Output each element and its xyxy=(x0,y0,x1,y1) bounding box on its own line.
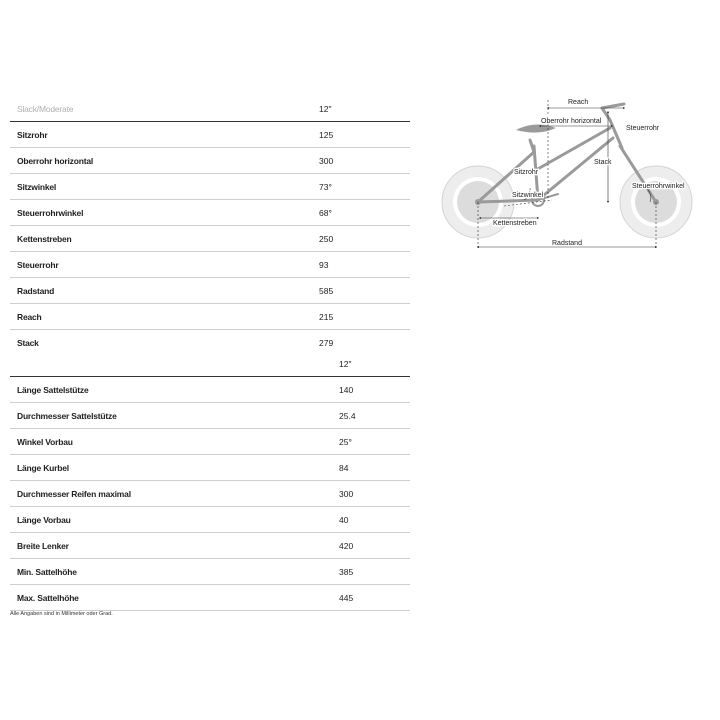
row-value: 279 xyxy=(319,338,334,348)
header-label: Slack/Moderate xyxy=(17,104,74,114)
row-value: 93 xyxy=(319,260,329,270)
components-table xyxy=(10,351,410,611)
row-label: Durchmesser Reifen maximal xyxy=(17,489,131,499)
row-label: Stack xyxy=(17,338,39,348)
table-row xyxy=(10,377,410,403)
row-label: Winkel Vorbau xyxy=(17,437,73,447)
row-label: Breite Lenker xyxy=(17,541,69,551)
row-label: Sitzwinkel xyxy=(17,182,57,192)
row-value: 25.4 xyxy=(339,411,356,421)
table-row xyxy=(10,278,410,304)
row-value: 300 xyxy=(319,156,334,166)
row-label: Kettenstreben xyxy=(17,234,72,244)
row-label: Sitzrohr xyxy=(17,130,48,140)
table-row xyxy=(10,455,410,481)
label-sitzwinkel: Sitzwinkel xyxy=(512,192,544,199)
table-row xyxy=(10,559,410,585)
row-value: 73° xyxy=(319,182,332,192)
table-row xyxy=(10,252,410,278)
label-radstand: Radstand xyxy=(552,240,582,247)
row-label: Steuerrohrwinkel xyxy=(17,208,84,218)
table-row xyxy=(10,122,410,148)
row-value: 215 xyxy=(319,312,334,322)
row-value: 300 xyxy=(339,489,354,499)
footnote: Alle Angaben sind in Millimeter oder Grad. xyxy=(10,611,113,617)
row-value: 250 xyxy=(319,234,334,244)
table-row xyxy=(10,304,410,330)
table-row xyxy=(10,200,410,226)
row-label: Länge Vorbau xyxy=(17,515,71,525)
label-kettenstreben: Kettenstreben xyxy=(493,220,537,227)
table-row xyxy=(10,429,410,455)
table-row xyxy=(10,226,410,252)
components-table-header xyxy=(10,351,410,377)
row-value: 385 xyxy=(339,567,354,577)
row-value: 25° xyxy=(339,437,352,447)
label-oberrohr: Oberrohr horizontal xyxy=(541,118,602,125)
row-value: 445 xyxy=(339,593,354,603)
row-label: Min. Sattelhöhe xyxy=(17,567,77,577)
row-label: Steuerrohr xyxy=(17,260,59,270)
label-steuerrohrwinkel: Steuerrohrwinkel xyxy=(632,183,685,190)
label-stack: Stack xyxy=(594,159,612,166)
geometry-table xyxy=(10,96,410,355)
row-value: 40 xyxy=(339,515,349,525)
row-label: Länge Kurbel xyxy=(17,463,69,473)
label-sitzrohr: Sitzrohr xyxy=(514,169,539,176)
table-row xyxy=(10,533,410,559)
row-label: Reach xyxy=(17,312,42,322)
table-row xyxy=(10,148,410,174)
label-reach: Reach xyxy=(568,99,589,106)
row-label: Max. Sattelhöhe xyxy=(17,593,79,603)
row-value: 420 xyxy=(339,541,354,551)
geometry-table-header xyxy=(10,96,410,122)
row-label: Durchmesser Sattelstütze xyxy=(17,411,117,421)
row-value: 140 xyxy=(339,385,354,395)
table-row xyxy=(10,585,410,611)
header-size: 12" xyxy=(319,104,332,114)
row-value: 68° xyxy=(319,208,332,218)
row-label: Radstand xyxy=(17,286,55,296)
table-row xyxy=(10,403,410,429)
row-value: 125 xyxy=(319,130,334,140)
row-label: Oberrohr horizontal xyxy=(17,156,94,166)
row-label: Länge Sattelstütze xyxy=(17,385,89,395)
table-row xyxy=(10,174,410,200)
bike-geometry-diagram xyxy=(430,90,710,260)
header-size: 12" xyxy=(339,359,352,369)
row-value: 84 xyxy=(339,463,349,473)
table-row xyxy=(10,507,410,533)
table-row xyxy=(10,481,410,507)
row-value: 585 xyxy=(319,286,334,296)
label-steuerrohr: Steuerrohr xyxy=(626,125,660,132)
